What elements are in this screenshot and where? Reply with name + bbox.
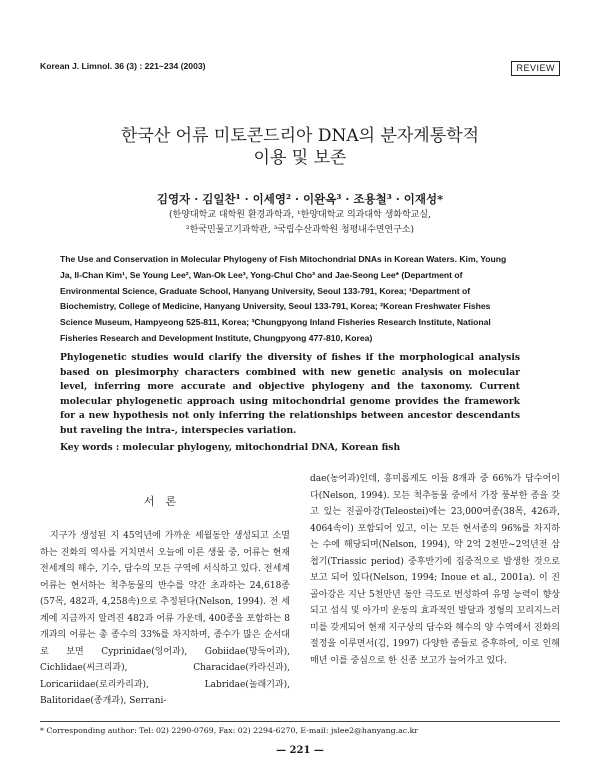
title-line-1: 한국산 어류 미토콘드리아 DNA의 분자계통학적 — [121, 126, 479, 146]
journal-citation: Korean J. Limnol. 36 (3) : 221~234 (2003) — [40, 61, 206, 71]
affiliation-line-2: ²한국민물고기과학관, ³국립수산과학원 청평내수면연구소) — [186, 225, 414, 235]
corresponding-author-footnote: * Corresponding author: Tel: 02) 2290-0769, Fax: 02) 2294-6270, E-mail: jslee2@hanyang.ac.kr — [40, 726, 419, 735]
section-heading-introduction: 서 론 — [143, 495, 177, 508]
abstract: Phylogenetic studies would clarify the diversity of fishes if the morphological analysis based on plesimorphy characters combined with new genetic analysis on molecular level, inferring more accurate and objective phylogeny and the taxonomy. Current molecular phylogenetic approach using mitochondrial genome provides the framework for a new hypothesis not only inferring the relationships between ancestor descendants but raveling the intra-, interspecies variation. — [60, 352, 520, 436]
footnote-divider — [40, 721, 560, 722]
review-badge: REVIEW — [511, 61, 560, 76]
body-column-left: 지구가 생성된 지 45억년에 가까운 세월동안 생성되고 소멸하는 진화의 역사를 거치면서 오늘에 이른 생물 중, 어류는 현재 전세계의 해수, 기수, 담수의 모든 구역에 서식하고 있다. 전세계 어류는 현서하는 척추동물의 반수를 약간 초과하는 24,618종(57목, 482과, 4,258속)으로 추정된다(Nelson, 1994). 전 세계에 지금까지 알려진 482과 어류 가운데, 400종을 포함하는 8개과의 어류는 총 종수의 33%를 차지하며, 종수가 많은 순서대로 보면 Cyprinidae(잉어과), Gobiidae(망둑어과), Cichlidae(씨크리과), Characidae(카라신과), Loricariidae(로리카리과), Labridae(놀래기과), Balitoridae(종개과), Serrani- — [40, 531, 290, 706]
page-number: — 221 — — [276, 745, 324, 756]
author-list: 김영자 · 김일찬¹ · 이세영² · 이완옥³ · 조용철³ · 이재성* — [156, 192, 444, 206]
body-column-right: dae(농어과)인데, 흥미롭게도 이들 8개과 중 66%가 담수어이다(Nelson, 1994). 모든 척추동물 중에서 가장 풍부한 종을 갖고 있는 진골아강(Teleostei)에는 23,000여종(38목, 426과, 4064속이) 포함되어 있고, 이는 모든 현서종의 96%를 차지하는 수에 해당되며(Nelson, 1994), 약 2억 2천만~2억년전 삼첩기(Triassic period) 중후반기에 집중적으로 발생한 것으로 보고 되어 있다(Nelson, 1994; Inoue et al., 2001a). 이 진골아강은 지난 5천만년 동안 극도로 번성하여 유영 능력이 향상되고 섭식 및 아가미 운동의 효과적인 발달과 정형의 꼬리지느러미를 갖게되어 현재 지구상의 담수와 해수의 양 수역에서 진화의 절정을 이루면서(김, 1997) 다양한 종들로 증후하여, 이로 인해 매년 이를 중심으로 한 신종 보고가 늘어가고 있다. — [310, 474, 560, 666]
affiliation-line-1: (한양대학교 대학원 환경과학과, ¹한양대학교 의과대학 생화학교실, — [169, 210, 431, 220]
keywords: Key words : molecular phylogeny, mitochondrial DNA, Korean fish — [60, 442, 401, 453]
title-line-2: 이용 및 보존 — [253, 148, 347, 168]
english-title-block: The Use and Conservation in Molecular Phylogeny of Fish Mitochondrial DNAs in Korean Waters. Kim, Young Ja, Il-Chan Kim¹, Se Young Lee², Wan-Ok Lee³, Yong-Chul Cho³ and Jae-Seong Lee* (Department of Environmental Science, Graduate School, Hanyang University, Seoul 133-791, Korea; ¹Department of Biochemistry, College of Medicine, Hanyang University, Seoul 133-791, Korea; ²Korean Freshwater Fishes Science Museum, Hampyeong 525-811, Korea; ³Chungpyong Inland Fisheries Research Institute, National Fisheries Research and Development Institute, Chungpyong 477-810, Korea) — [60, 254, 507, 343]
